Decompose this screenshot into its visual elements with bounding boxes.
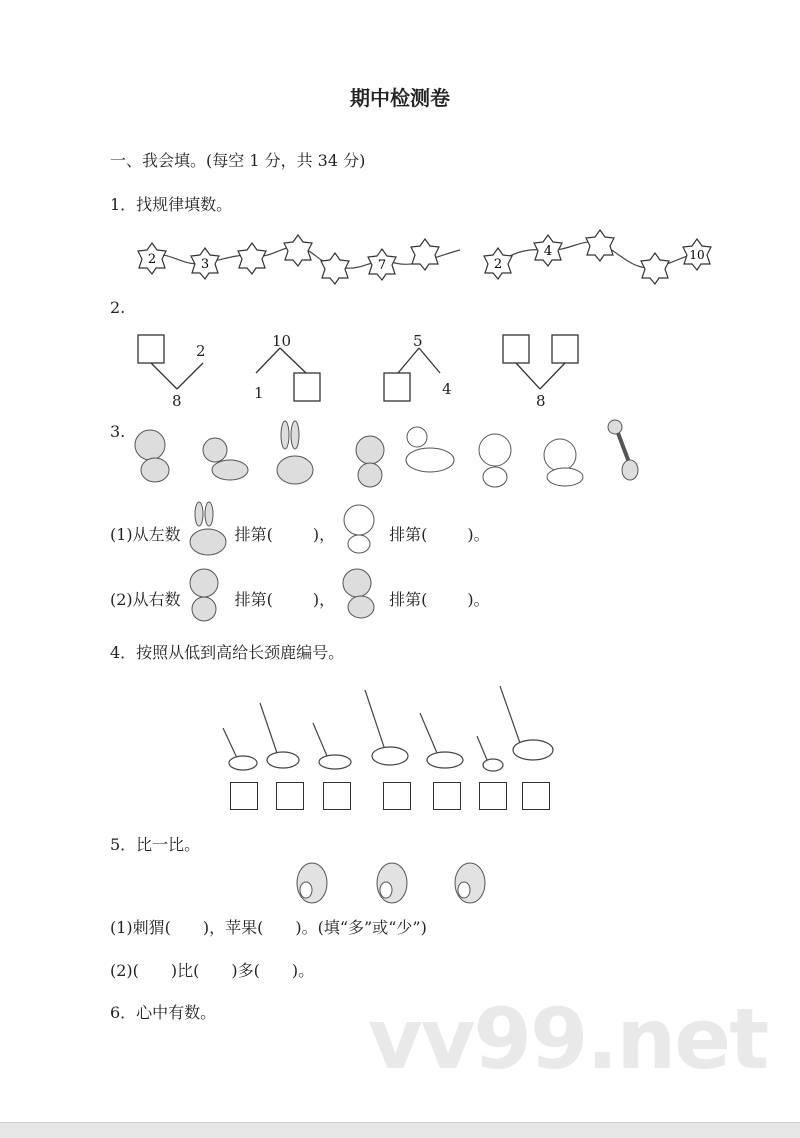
cat-icon	[183, 565, 225, 623]
giraffe-icon	[500, 686, 553, 760]
star-vine-figure	[130, 228, 720, 288]
answer-box[interactable]	[276, 782, 304, 810]
horse-icon	[406, 427, 454, 472]
hedgehog-icon	[297, 863, 327, 903]
question-6-label: 6．心中有数。	[110, 1003, 217, 1022]
svg-text:2: 2	[147, 252, 157, 267]
question-4-label: 4．按照从低到高给长颈鹿编号。	[110, 643, 345, 662]
svg-text:3: 3	[200, 257, 210, 272]
answer-box[interactable]	[433, 782, 461, 810]
q3-line-1: (1)从左数 排第( )， 排第( )。	[110, 522, 490, 545]
pig-icon	[337, 500, 381, 556]
animal-row	[125, 415, 655, 495]
hedgehog-row	[290, 858, 500, 908]
monkey-icon	[135, 430, 169, 482]
question-5-label: 5．比一比。	[110, 835, 201, 854]
giraffe-icon	[313, 723, 351, 769]
answer-box[interactable]	[522, 782, 550, 810]
svg-text:8: 8	[172, 392, 182, 410]
number-bond-figure	[120, 325, 600, 415]
question-3-label: 3.	[110, 422, 126, 441]
question-2-label: 2.	[110, 298, 126, 317]
giraffe-icon	[260, 703, 299, 768]
rabbit-icon	[277, 421, 313, 484]
svg-text:4: 4	[442, 380, 452, 398]
svg-text:1: 1	[254, 384, 264, 402]
cat-icon	[356, 436, 384, 487]
giraffe-row	[215, 678, 565, 778]
svg-text:10: 10	[272, 332, 292, 350]
svg-text:4: 4	[543, 244, 553, 259]
page-title: 期中检测卷	[350, 86, 450, 110]
vine1-stars	[138, 235, 439, 284]
page-bottom-edge	[0, 1122, 800, 1138]
rabbit-icon	[183, 500, 233, 558]
giraffe-icon	[420, 713, 463, 768]
svg-text:8: 8	[536, 392, 546, 410]
giraffe-icon	[608, 420, 638, 480]
q5-line-1: (1)刺猬( )，苹果( )。(填“多”或“少”)	[110, 918, 427, 937]
giraffe-icon	[223, 728, 257, 770]
monkey-icon	[337, 565, 381, 621]
dog-icon	[203, 438, 248, 480]
svg-text:7: 7	[377, 258, 387, 273]
answer-box[interactable]	[323, 782, 351, 810]
pig-icon	[479, 434, 511, 487]
svg-text:5: 5	[413, 332, 423, 350]
giraffe-icon	[365, 690, 408, 765]
cow-icon	[544, 439, 583, 486]
q3-line-2: (2)从右数 排第( )， 排第( )。	[110, 587, 490, 610]
svg-text:2: 2	[196, 342, 206, 360]
giraffe-icon	[477, 736, 503, 771]
vine2-stars	[484, 230, 711, 284]
watermark: vv99.net	[368, 990, 768, 1088]
hedgehog-icon	[377, 863, 407, 903]
answer-box[interactable]	[230, 782, 258, 810]
section-heading: 一、我会填。(每空 1 分，共 34 分)	[110, 151, 366, 170]
hedgehog-icon	[455, 863, 485, 903]
svg-text:2: 2	[493, 257, 503, 272]
answer-box[interactable]	[479, 782, 507, 810]
svg-text:10: 10	[689, 248, 705, 262]
q5-line-2: (2)( )比( )多( )。	[110, 961, 315, 980]
question-1-label: 1．找规律填数。	[110, 195, 233, 214]
answer-box[interactable]	[383, 782, 411, 810]
